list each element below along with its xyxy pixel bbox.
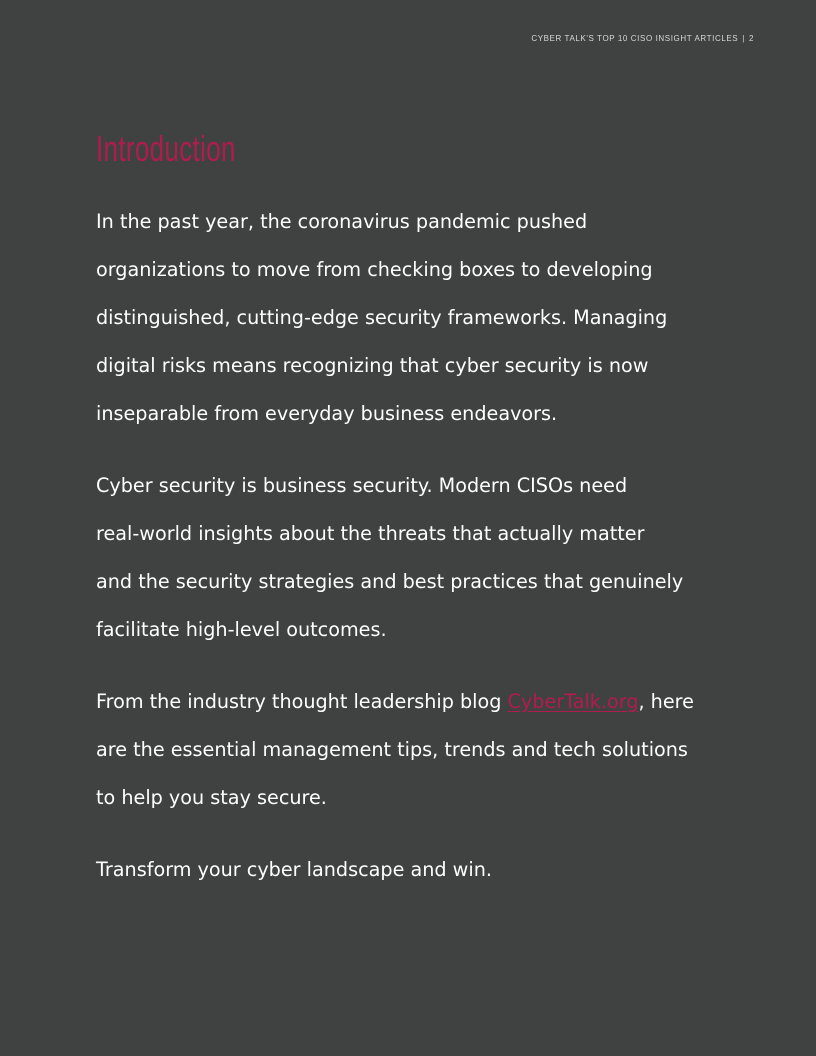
paragraph-3 bbox=[96, 678, 736, 822]
running-header-title: CYBER TALK'S TOP 10 CISO INSIGHT ARTICLES bbox=[531, 34, 739, 43]
paragraph-1 bbox=[96, 198, 736, 438]
paragraph-line: Cyber security is business security. Modern CISOs need bbox=[96, 474, 628, 497]
paragraph-line: inseparable from everyday business endeavors. bbox=[96, 402, 558, 425]
paragraph-line: real-world insights about the threats that actually matter bbox=[96, 522, 645, 545]
running-header bbox=[531, 34, 754, 43]
paragraph-line: are the essential management tips, trends and tech solutions bbox=[96, 738, 688, 761]
paragraph-line bbox=[96, 678, 736, 726]
page-number: 2 bbox=[748, 34, 754, 43]
paragraph-line-start: From the industry thought leadership blog bbox=[96, 690, 508, 713]
paragraph-line: and the security strategies and best practices that genuinely bbox=[96, 570, 684, 593]
paragraph-line: Transform your cyber landscape and win. bbox=[96, 858, 492, 881]
cybertalk-link[interactable]: CyberTalk.org bbox=[507, 690, 639, 713]
section-title: Introduction bbox=[96, 128, 236, 169]
body-text bbox=[96, 198, 736, 918]
running-header-separator: | bbox=[742, 34, 745, 43]
paragraph-line: digital risks means recognizing that cyber security is now bbox=[96, 354, 649, 377]
paragraph-line: to help you stay secure. bbox=[96, 786, 327, 809]
paragraph-line: In the past year, the coronavirus pandemic pushed bbox=[96, 210, 588, 233]
paragraph-line: distinguished, cutting-edge security frameworks. Managing bbox=[96, 306, 668, 329]
paragraph-line: organizations to move from checking boxes to developing bbox=[96, 258, 653, 281]
paragraph-2 bbox=[96, 462, 736, 654]
paragraph-line: facilitate high-level outcomes. bbox=[96, 618, 387, 641]
paragraph-4 bbox=[96, 846, 736, 894]
paragraph-line-end: , here bbox=[638, 690, 694, 713]
